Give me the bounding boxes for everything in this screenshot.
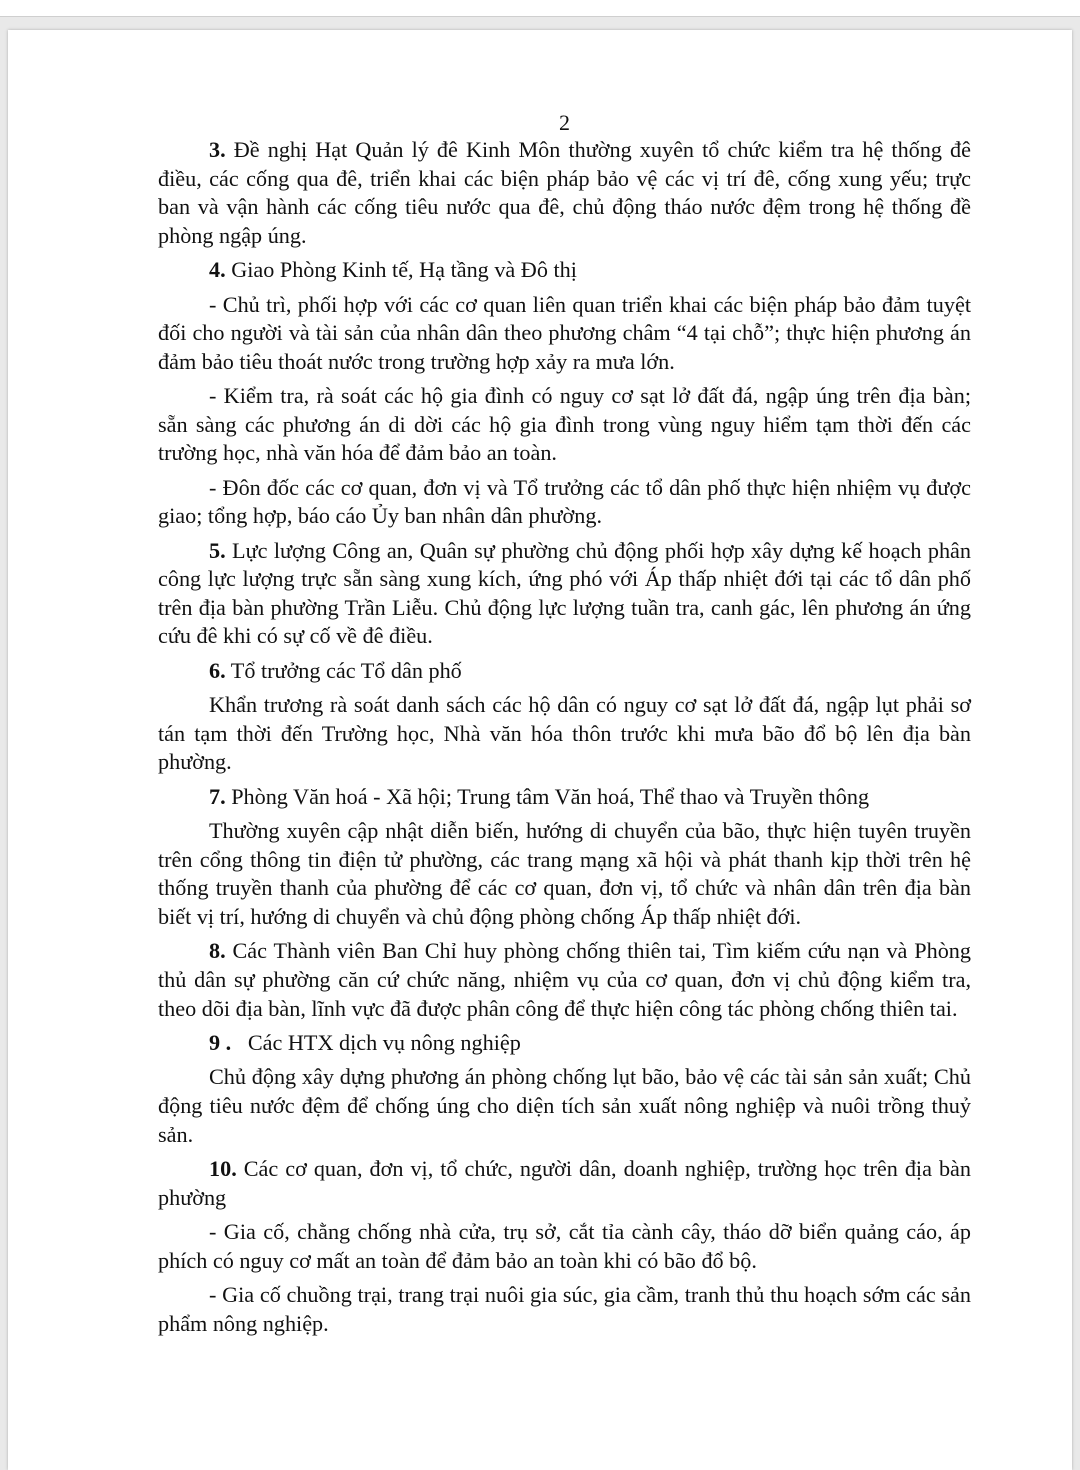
section-number: 5. — [209, 537, 226, 563]
page-content — [158, 110, 971, 1344]
section-number: 3. — [209, 137, 226, 162]
previous-page-edge — [0, 0, 1080, 17]
paragraph-text: Các cơ quan, đơn vị, tổ chức, người dân, doanh nghiệp, trường học trên địa bàn phường — [158, 1155, 971, 1210]
paragraph-text: Tổ trưởng các Tổ dân phố — [225, 657, 462, 683]
paragraph-text: Thường xuyên cập nhật diễn biến, hướng di chuyển của bão, thực hiện tuyên truyền trên cổng thông tin điện tử phường, các trang mạng xã hội và phát thanh kịp thời trên hệ thống truyền thanh của phường để các cơ quan, đơn vị, tổ chức và nhân dân trên địa bàn biết vị trí, hướng di chuyển và chủ động phòng chống Áp thấp nhiệt đới. — [158, 818, 971, 930]
paragraph-text: Khẩn trương rà soát danh sách các hộ dân có nguy cơ sạt lở đất đá, ngập lụt phải sơ tán tạm thời đến Trường học, Nhà văn hóa thôn trước khi mưa bão đổ bộ lên địa bàn phường. — [158, 692, 971, 775]
page-number: 2 — [559, 110, 570, 135]
section-7-heading — [158, 783, 971, 812]
paragraph-text: Phòng Văn hoá - Xã hội; Trung tâm Văn hoá, Thể thao và Truyền thông — [225, 783, 870, 809]
document-page[interactable] — [8, 30, 1072, 1470]
section-9-heading — [158, 1029, 971, 1058]
section-number: 6. — [209, 657, 226, 683]
paragraph-text: Lực lượng Công an, Quân sự phường chủ động phối hợp xây dựng kế hoạch phân công lực lượng trực sẵn sàng xung kích, ứng phó với Áp thấp nhiệt đới tại các tổ dân phố trên địa bàn phường Trần Liễu. Chủ động lực lượng tuần tra, canh gác, lên phương án ứng cứu đê khi có sự cố về đê điều. — [158, 537, 971, 649]
section-number: 9 . — [209, 1029, 232, 1055]
paragraph-text: Đề nghị Hạt Quản lý đê Kinh Môn thường xuyên tổ chức kiểm tra hệ thống đê điều, các cống qua đê, triển khai các biện pháp bảo vệ các vị trí đê, cống xung yếu; trực ban và vận hành các cống tiêu nước qua đê, chủ động tháo nước đệm trong hệ thống đề phòng ngập úng. — [158, 137, 971, 248]
paragraph-text: Giao Phòng Kinh tế, Hạ tầng và Đô thị — [225, 257, 577, 283]
section-4-item-1 — [158, 291, 971, 377]
paragraph-text: Chủ động xây dựng phương án phòng chống lụt bão, bảo vệ các tài sản sản xuất; Chủ động tiêu nước đệm để chống úng cho diện tích sản xuất nông nghiệp và nuôi trồng thuỷ sản. — [158, 1064, 971, 1147]
section-number: 10. — [209, 1155, 237, 1181]
paragraph-text: - Gia cố, chằng chống nhà cửa, trụ sở, cắt tỉa cành cây, tháo dỡ biển quảng cáo, áp phích có nguy cơ mất an toàn để đảm bảo an toàn khi có bão đổ bộ. — [158, 1218, 971, 1273]
section-7-body — [158, 817, 971, 931]
section-number: 8. — [209, 938, 226, 964]
paragraph-text: - Gia cố chuồng trại, trang trại nuôi gia súc, gia cầm, tranh thủ thu hoạch sớm các sản phẩm nông nghiệp. — [158, 1281, 971, 1336]
paragraph-text: Các Thành viên Ban Chỉ huy phòng chống thiên tai, Tìm kiếm cứu nạn và Phòng thủ dân sự phường căn cứ chức năng, nhiệm vụ của cơ quan, đơn vị chủ động kiểm tra, theo dõi địa bàn, lĩnh vực đã được phân công để thực hiện công tác phòng chống thiên tai. — [158, 938, 971, 1021]
paragraph-text: - Kiểm tra, rà soát các hộ gia đình có nguy cơ sạt lở đất đá, ngập úng trên địa bàn; sẵn sàng các phương án di dời các hộ gia đình trong vùng nguy hiểm tạm thời đến các trường học, nhà văn hóa để đảm bảo an toàn. — [158, 383, 971, 466]
section-6-body — [158, 691, 971, 777]
section-8-paragraph — [158, 937, 971, 1023]
paragraph-text: Các HTX dịch vụ nông nghiệp — [231, 1029, 521, 1055]
section-number: 7. — [209, 783, 226, 809]
section-3-paragraph — [158, 136, 971, 250]
paragraph-text: - Đôn đốc các cơ quan, đơn vị và Tổ trưởng các tổ dân phố thực hiện nhiệm vụ được giao; tổng hợp, báo cáo Ủy ban nhân dân phường. — [158, 474, 971, 529]
section-10-item-2 — [158, 1281, 971, 1338]
section-4-item-3 — [158, 474, 971, 531]
section-5-paragraph — [158, 537, 971, 651]
section-10-item-1 — [158, 1218, 971, 1275]
section-9-body — [158, 1063, 971, 1149]
section-6-heading — [158, 657, 971, 686]
section-number: 4. — [209, 257, 226, 283]
section-10-heading — [158, 1155, 971, 1212]
paragraph-text: - Chủ trì, phối hợp với các cơ quan liên quan triển khai các biện pháp bảo đảm tuyệt đối cho người và tài sản của nhân dân theo phương châm “4 tại chỗ”; thực hiện phương án đảm bảo tiêu thoát nước trong trường hợp xảy ra mưa lớn. — [158, 291, 971, 374]
section-4-heading — [158, 256, 971, 285]
section-4-item-2 — [158, 382, 971, 468]
